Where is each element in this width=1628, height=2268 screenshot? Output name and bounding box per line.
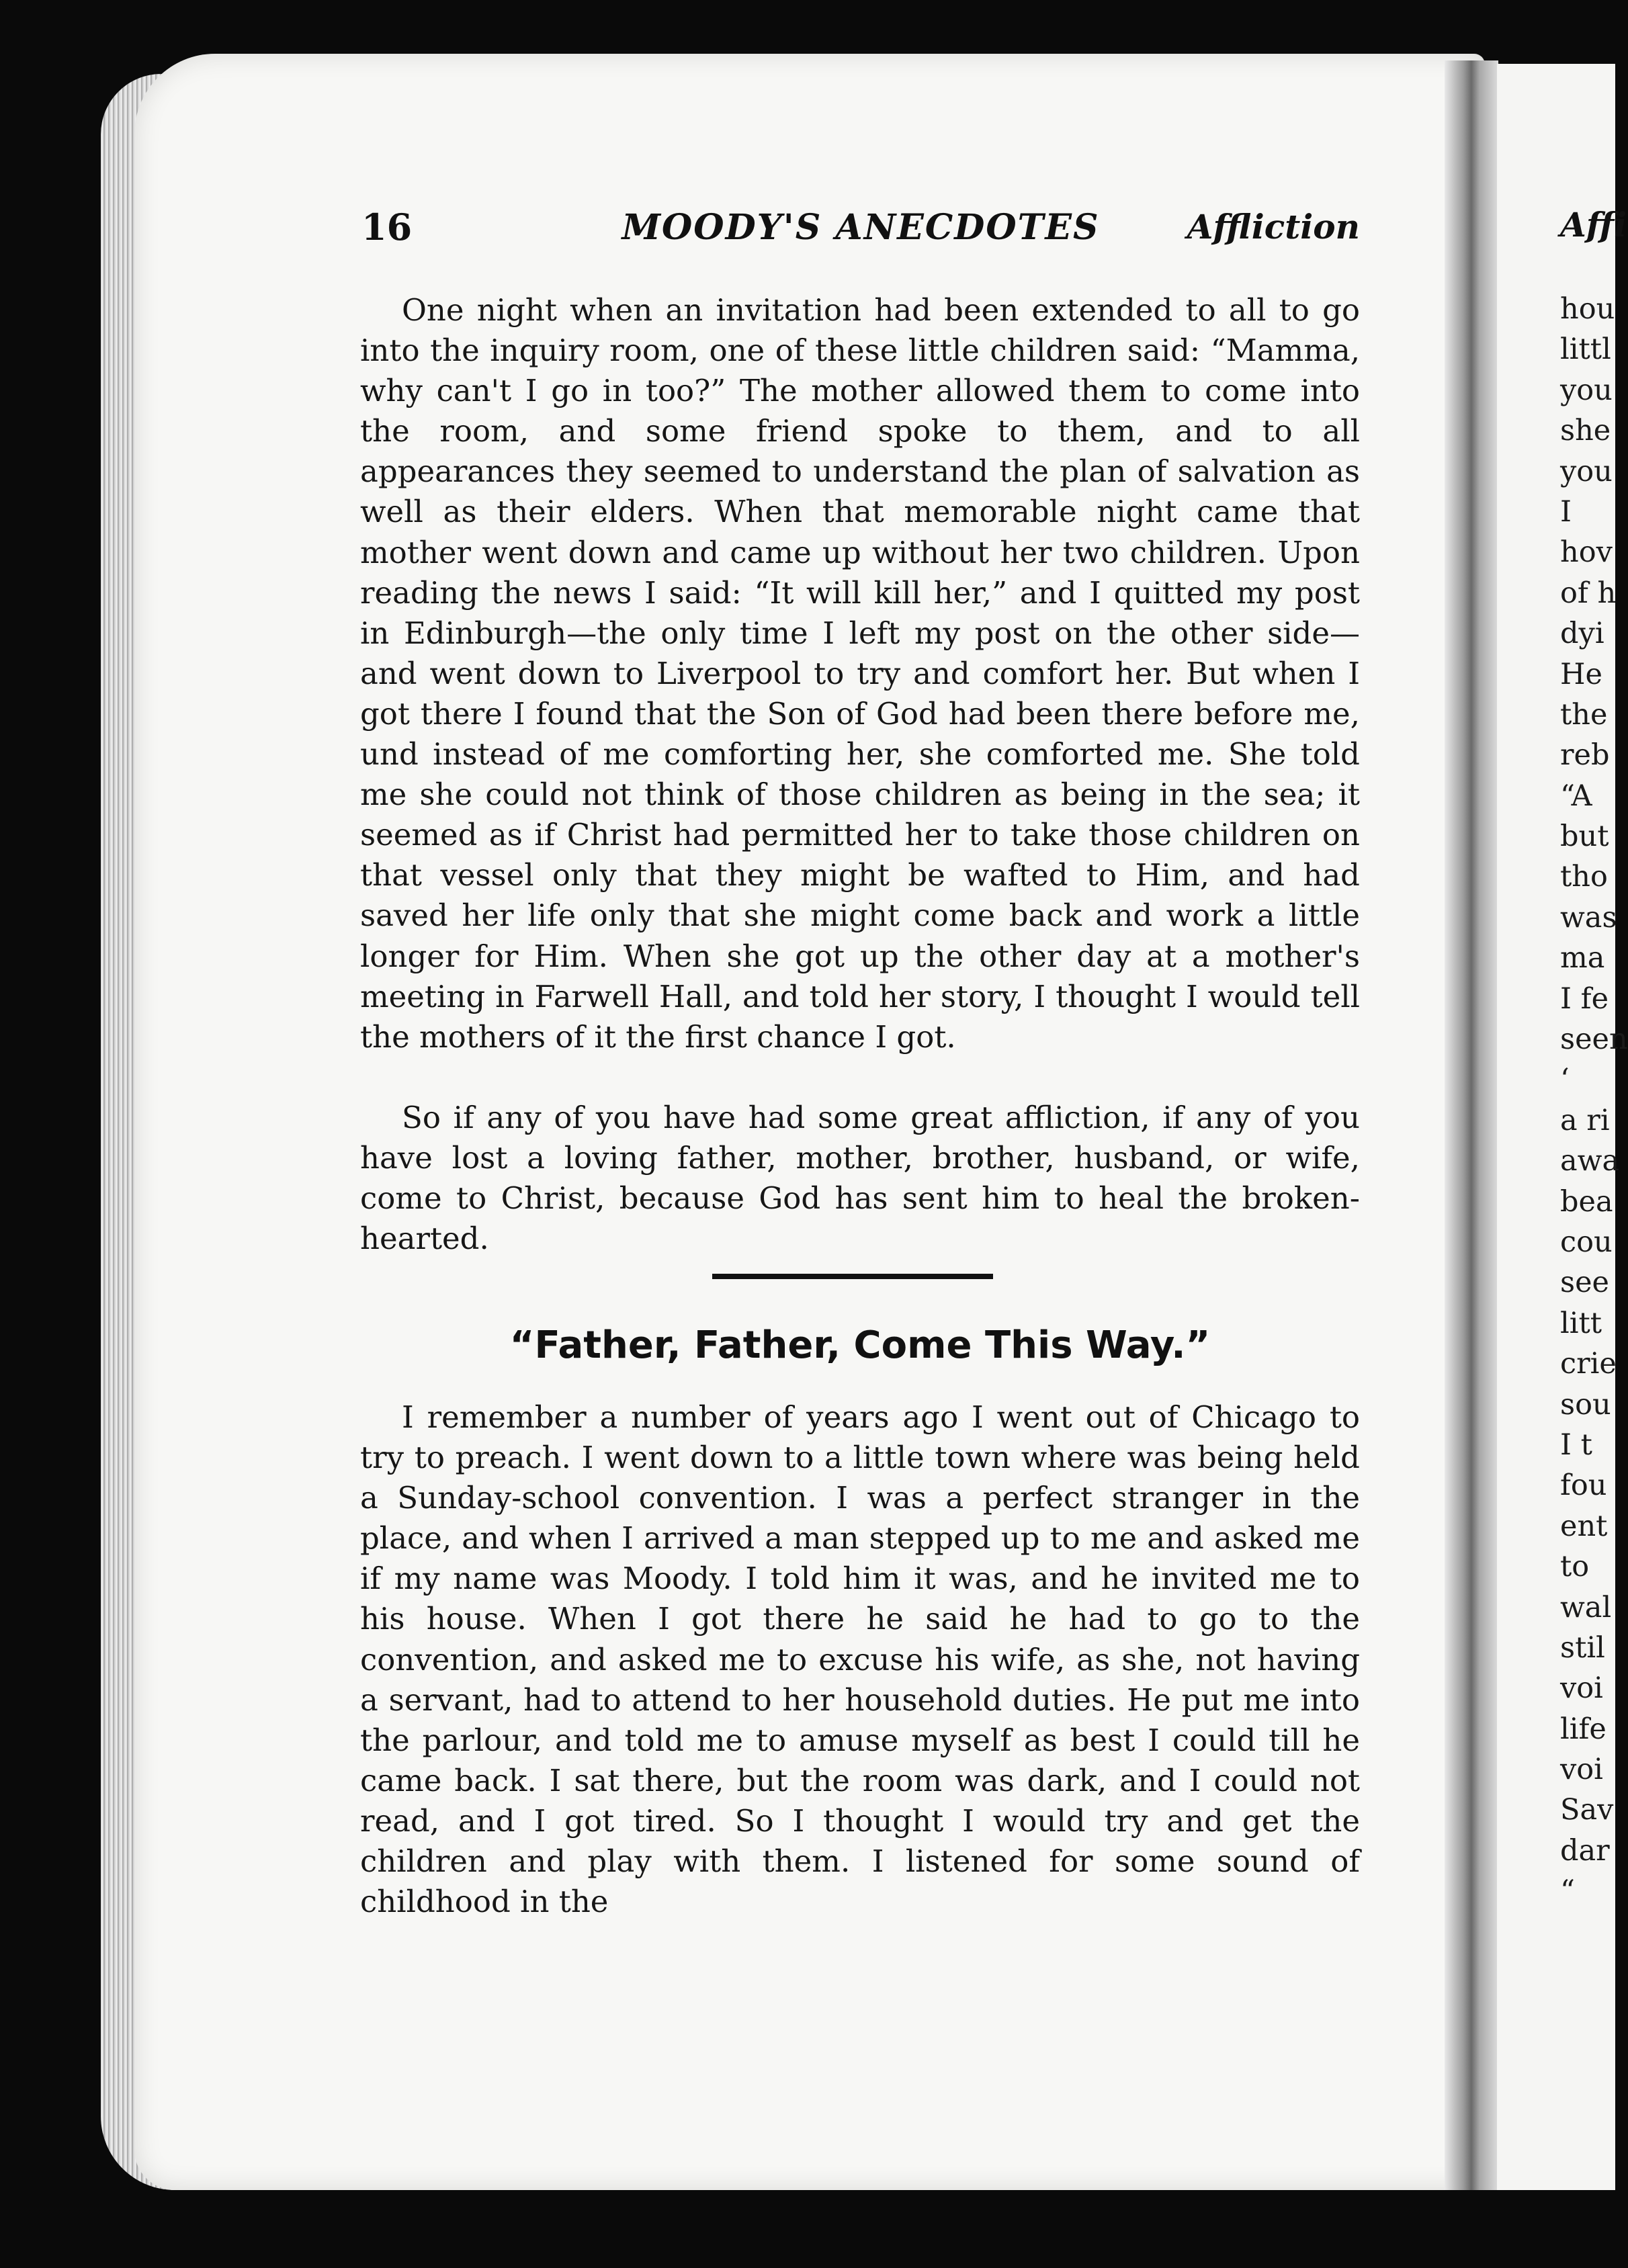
facing-line: she [1560, 414, 1611, 448]
facing-line: sou [1560, 1387, 1611, 1422]
facing-line: “ [1560, 1874, 1575, 1909]
body-paragraph [360, 1397, 1360, 1922]
book-title: MOODY'S ANECDOTES [622, 207, 1100, 248]
facing-line: Sav [1560, 1793, 1614, 1827]
facing-line: bea [1560, 1184, 1613, 1219]
facing-line: reb [1560, 738, 1610, 773]
anecdote-heading: “Father, Father, Come This Way.” [509, 1323, 1211, 1367]
book-gutter [1445, 60, 1498, 2190]
facing-line: awa [1560, 1144, 1620, 1178]
facing-line: littl [1560, 333, 1611, 367]
facing-line: crie [1560, 1347, 1617, 1381]
facing-line: He [1560, 657, 1602, 691]
facing-line: you [1560, 454, 1613, 488]
facing-line: ma [1560, 941, 1605, 975]
paragraph-text: I remember a number of years ago I went out of Chicago to try to preach. I went down to a little town where was being held a Sunday-school convention. I was a perfect stranger in the place, and when I arrived a man stepped up to me and asked me if my name was Moody. I told him it was, and he invited me to his house. When I got there he said he had to go to the convention, and asked me to excuse his wife, as she, not having a servant, had to attend to her household duties. He put me into the parlour, and told me to amuse myself as best I could till he came back. I sat there, but the room was dark, and I could not read, and I got tired. So I thought I would try and get the children and play with them. I listened for some sound of childhood in the [360, 1399, 1360, 1920]
facing-line: “A [1560, 779, 1592, 813]
facing-line: fou [1560, 1469, 1607, 1503]
body-paragraph [360, 1098, 1360, 1259]
facing-line: dar [1560, 1833, 1610, 1868]
facing-line: of h [1560, 576, 1617, 610]
facing-line: a ri [1560, 1103, 1610, 1137]
paragraph-text: So if any of you have had some great affliction, if any of you have lost a loving father, mother, brother, husband, or wife, come to Christ, because God has sent him to heal the broken-hearted. [360, 1100, 1360, 1257]
section-title: Affliction [1187, 207, 1360, 247]
facing-line: ent [1560, 1509, 1608, 1543]
facing-line: voi [1560, 1671, 1603, 1706]
facing-line: I t [1560, 1428, 1592, 1462]
facing-line: voi [1560, 1753, 1603, 1787]
facing-line: I fe [1560, 982, 1609, 1016]
facing-page-running-head: Affi [1560, 205, 1627, 245]
facing-line: wal [1560, 1590, 1612, 1624]
facing-line: was [1560, 900, 1617, 934]
facing-line: see [1560, 1266, 1609, 1300]
facing-line: stil [1560, 1630, 1605, 1665]
facing-line: hou [1560, 292, 1615, 326]
facing-line: ‘ [1560, 1063, 1570, 1097]
facing-line: but [1560, 820, 1609, 854]
paragraph-text: One night when an invitation had been extended to all to go into the inquiry room, one of these little children said: “Mamma, why can't I go in too?” The mother allowed them to come into the room, and some friend spoke to them, and to all appearances they seemed to understand the plan of salvation as well as their elders. When that memorable night came that mother went down and came up without her two children. Upon reading the news I said: “It will kill her,” and I quitted my post in Edinburgh—the only time I left my post on the other side—and went down to Liverpool to try and comfort her. But when I got there I found that the Son of God had been there before me, und instead of me comforting her, she comforted me. She told me she could not think of those children as being in the sea; it seemed as if Christ had permitted her to take those children on that vessel only that they might be wafted to Him, and had saved her life only that she might come back and work a little longer for Him. When she got up the other day at a mother's meeting in Farwell Hall, and told her story, I thought I would tell the mothers of it the first chance I got. [360, 292, 1360, 1055]
facing-line: dyi [1560, 617, 1604, 651]
facing-line: cou [1560, 1225, 1613, 1259]
body-paragraph [360, 290, 1360, 1057]
facing-page-text [1560, 289, 1628, 1912]
facing-line: tho [1560, 860, 1608, 894]
facing-line: I [1560, 494, 1572, 529]
facing-line: seen [1560, 1022, 1628, 1057]
facing-line: to [1560, 1550, 1590, 1584]
facing-line: you [1560, 373, 1613, 407]
facing-line: hov [1560, 535, 1613, 570]
page-number: 16 [361, 206, 413, 249]
facing-line: litt [1560, 1306, 1602, 1340]
facing-line: the [1560, 697, 1608, 732]
facing-line: life [1560, 1712, 1606, 1746]
section-divider [712, 1274, 993, 1279]
running-head [361, 206, 1360, 253]
